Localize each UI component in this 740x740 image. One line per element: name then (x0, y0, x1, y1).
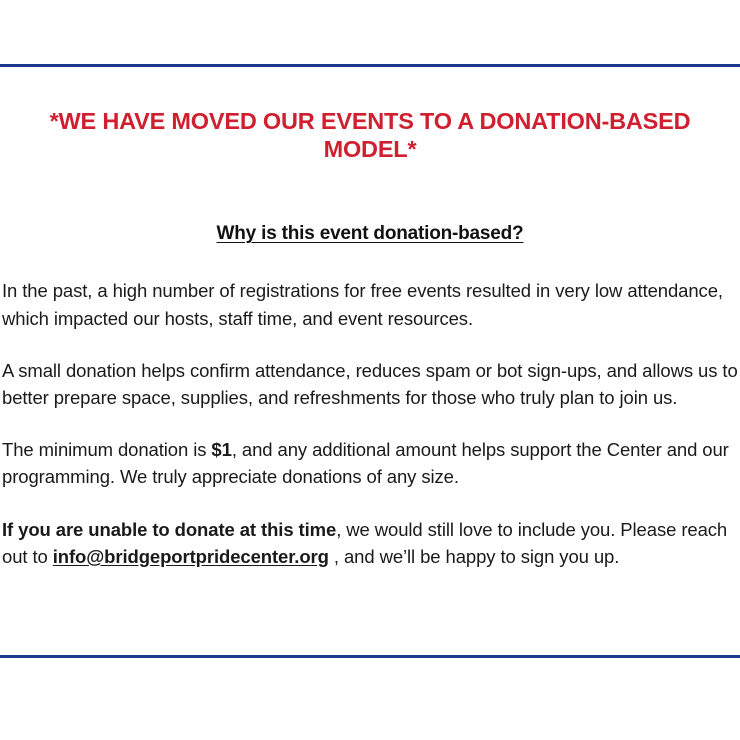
page-headline: *WE HAVE MOVED OUR EVENTS TO A DONATION-BASED MODEL* (49, 108, 691, 163)
minimum-donation-text-before: The minimum donation is (2, 439, 212, 461)
unable-to-donate-lead: If you are unable to donate at this time (2, 518, 337, 540)
paragraph-unable-to-donate (2, 516, 738, 570)
section-subheading: Why is this event donation-based? (216, 223, 524, 245)
contact-email-link[interactable]: info@bridgeportpridecenter.org (52, 545, 329, 567)
unable-to-donate-end: , and we’ll be happy to sign you up. (328, 545, 620, 567)
flyer-content (0, 67, 740, 570)
paragraph-past-attendance: In the past, a high number of registrations for free events resulted in very low attendance, which impacted our hosts, staff time, and event resources. (2, 280, 723, 329)
bottom-divider-rule (0, 655, 740, 658)
unable-to-donate-mid: , we would still love to include you. Please reach out to (2, 518, 728, 567)
minimum-donation-text-after: , and any additional amount helps support the Center and our programming. We truly appreciate donations of any size. (2, 439, 729, 488)
paragraph-minimum-donation (2, 436, 738, 490)
paragraph-donation-benefits: A small donation helps confirm attendance, reduces spam or bot sign-ups, and allows us to better prepare space, supplies, and refreshments for those who truly plan to join us. (2, 359, 738, 408)
minimum-donation-amount: $1 (211, 439, 232, 461)
